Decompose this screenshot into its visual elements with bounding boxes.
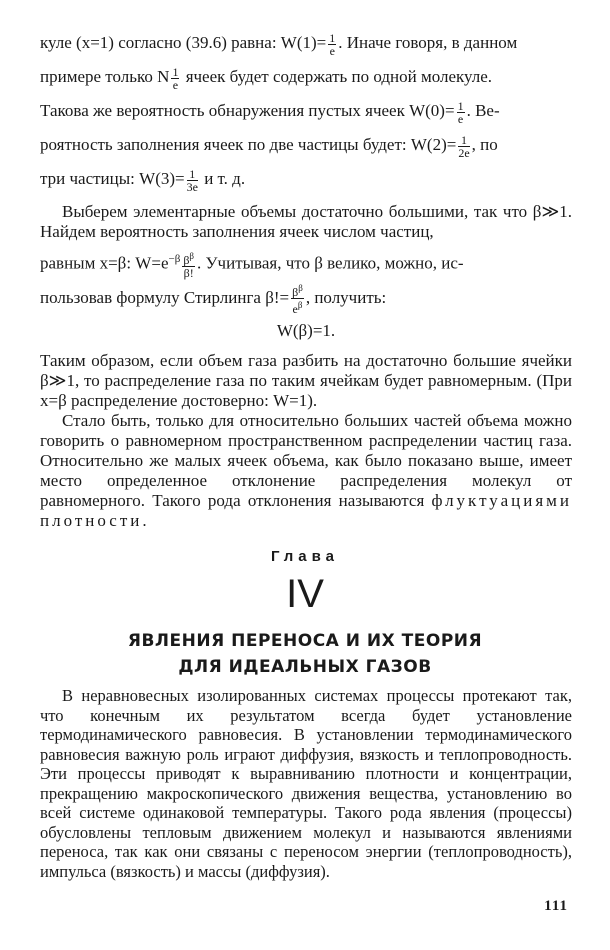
text-segment: три частицы: W(3)= [40, 169, 185, 188]
page-number: 111 [544, 898, 568, 914]
chapter-title [0, 628, 610, 680]
para2-line-3: пользовав формулу Стирлинга β!= $\frac{\beta^\beta}{e^\beta}$ , получить: [40, 283, 387, 317]
fraction-1-over-3e: $\frac{1}{3e}$ [186, 166, 198, 194]
text-segment: примере только N [40, 67, 170, 86]
para3: Таким образом, если объем газа разбить на достаточно большие ячейки β≫1, то распределение газа по таким ячейкам будет равномерным. (При x=β распределение достоверно: W=1). [40, 351, 572, 411]
text-segment: ячеек будет содержать по одной молекуле. [181, 67, 493, 86]
line-1 [40, 26, 572, 60]
chapter-number: IV [286, 572, 324, 616]
text-segment: роятность заполнения ячеек по две частицы будет: W(2)= [40, 135, 457, 154]
para2-line-2: равным x=β: $W=e^{-\beta}$ $\frac{\beta^\beta}{\beta!}$ . Учитывая, что β велико, можно, ис- [40, 251, 464, 281]
text-segment: . Ве- [466, 101, 500, 120]
text-segment: Такова же вероятность обнаружения пустых ячеек W(0)= [40, 101, 455, 120]
chapter-title-line-1: ЯВЛЕНИЯ ПЕРЕНОСА И ИХ ТЕОРИЯ [127, 631, 483, 651]
chapter-label: Глава [271, 548, 339, 565]
chapter-title-line-2: ДЛЯ ИДЕАЛЬНЫХ ГАЗОВ [178, 657, 432, 677]
fraction-stirling: $\frac{\beta^\beta}{e^\beta}$ [292, 283, 303, 317]
para5: В неравновесных изолированных системах процессы протекают так, что конечным их результатом всегда будет установление термодинамического равновесия. В установлении термодинамического равновесия важную роль играют диффузия, вязкость и теплопроводность. Эти процессы приводят к выравниванию плотности и концентрации, прекращению макроскопического движения вещества, установлению во всей системе одинаковой температуры. Такого рода явления (процессы) обусловлены тепловым движением молекул и называются явлениями переноса, так как они связаны с переносом энергии (теплопроводность), импульса (вязкость) и массы (диффузия). [40, 686, 572, 881]
fraction-1-over-e: $\frac{1}{e}$ [172, 64, 179, 92]
fraction-1-over-2e: $\frac{1}{2e}$ [458, 132, 470, 160]
line-4 [40, 128, 572, 162]
fraction-1-over-e: $\frac{1}{e}$ [329, 30, 336, 58]
line-2 [40, 60, 572, 94]
line-3 [40, 94, 572, 128]
emphasis-fluctuations: флуктуациями плотности. [40, 491, 572, 531]
line-5 [40, 162, 572, 196]
para2-line-1: Выберем элементарные объемы достаточно большими, так что β≫1. Найдем вероятность заполнения ячеек числом частиц, [40, 202, 572, 241]
text-segment: , по [471, 135, 498, 154]
formula-w-beta: W(β)=1. [276, 321, 336, 341]
fraction-beta: $\frac{\beta^\beta}{\beta!}$ [183, 251, 195, 281]
top-text-block [40, 26, 572, 531]
fraction-1-over-e: $\frac{1}{e}$ [457, 98, 464, 126]
text-segment: и т. д. [199, 169, 246, 188]
text-segment: . Иначе говоря, в данном [338, 33, 518, 52]
chapter-body [40, 686, 572, 881]
text-segment: куле (x=1) согласно (39.6) равна: W(1)= [40, 33, 327, 52]
para4: Стало быть, только для относительно больших частей объема можно говорить о равномерном пространственном распределении частиц газа. Относительно же малых ячеек объема, как было показано выше, имеет место определенное отклонение распределения молекул от равномерного. Такого рода отклонения называются флуктуациями плотности. [40, 411, 572, 531]
